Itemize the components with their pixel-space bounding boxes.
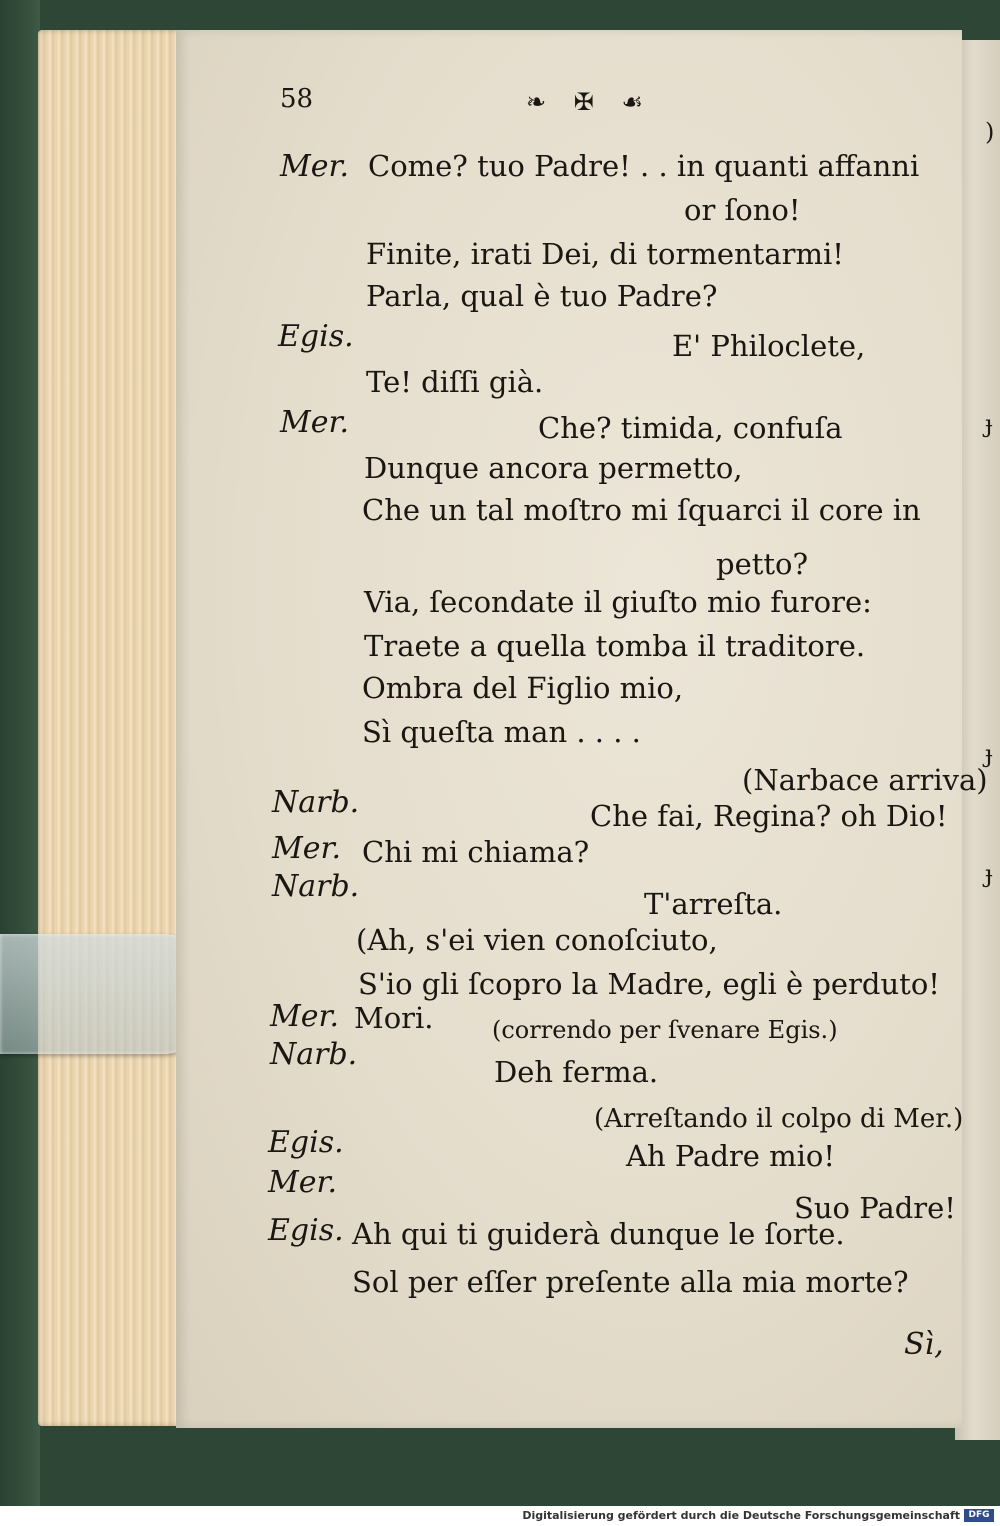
verse-line: Suo Padre! [794, 1191, 956, 1225]
book-page [176, 30, 988, 1428]
dfg-logo-icon: DFG [964, 1509, 994, 1522]
digitization-footer [0, 1506, 1000, 1526]
book-cover-edge [0, 0, 40, 1506]
stage-direction: (Arreſtando il colpo di Mer.) [594, 1104, 964, 1134]
verse-line: T'arreſta. [644, 887, 783, 921]
facing-page-mark: ɟ [985, 410, 993, 438]
speaker-label: Mer. [270, 999, 340, 1034]
verse-line: E' Philoclete, [672, 329, 866, 363]
verse-line: or ſono! [684, 193, 801, 227]
facing-page-mark: ɟ [985, 740, 993, 768]
speaker-label: Mer. [272, 831, 342, 866]
verse-line: Te! diſſi già. [366, 365, 544, 399]
verse-line: (Ah, s'ei vien conoſciuto, [356, 923, 718, 957]
verse-line: S'io gli ſcopro la Madre, egli è perduto! [358, 967, 940, 1001]
stage-direction: (Narbace arriva) [742, 763, 988, 797]
speaker-label: Egis. [268, 1125, 344, 1160]
speaker-label: Mer. [268, 1165, 338, 1200]
facing-page-mark: ɟ [985, 860, 993, 888]
verse-line: Ombra del Figlio mio, [362, 671, 684, 705]
catchword: Sì, [904, 1327, 944, 1362]
speaker-label: Narb. [272, 785, 360, 820]
verse-line: Via, ſecondate il giuſto mio furore: [364, 585, 872, 619]
verse-line: petto? [716, 547, 809, 581]
verse-line: Dunque ancora permetto, [364, 451, 743, 485]
verse-line: Come? tuo Padre! . . in quanti affanni [368, 149, 920, 183]
speaker-label: Narb. [270, 1037, 358, 1072]
facing-page-mark: ) [985, 118, 995, 146]
verse-line: Che fai, Regina? oh Dio! [590, 799, 948, 833]
verse-line: Ah Padre mio! [626, 1139, 836, 1173]
verse-line: Mori. [354, 1001, 434, 1035]
stage-direction: (correndo per ſvenare Egis.) [492, 1016, 838, 1044]
verse-line: Finite, irati Dei, di tormentarmi! [366, 237, 844, 271]
page-number: 58 [280, 84, 314, 114]
verse-line: Parla, qual è tuo Padre? [366, 279, 718, 313]
verse-line: Ah qui ti guiderà dunque le ſorte. [352, 1217, 845, 1251]
verse-line: Che? timida, confuſa [538, 411, 843, 445]
header-ornament: ❧ ✠ ☙ [526, 88, 653, 116]
verse-line: Sì queſta man . . . . [362, 715, 641, 749]
verse-line: Sol per eſſer preſente alla mia morte? [352, 1265, 909, 1299]
verse-line: Che un tal moſtro mi ſquarci il core in [362, 493, 921, 527]
speaker-label: Mer. [280, 149, 350, 184]
speaker-label: Egis. [268, 1213, 344, 1248]
verse-line: Chi mi chiama? [362, 835, 590, 869]
funding-credit: Digitalisierung gefördert durch die Deutsche Forschungsgemeinschaft [522, 1509, 960, 1522]
verse-line: Traete a quella tomba il traditore. [364, 629, 866, 663]
speaker-label: Egis. [278, 319, 354, 354]
speaker-label: Mer. [280, 405, 350, 440]
page-block-edge [38, 30, 188, 1426]
verse-line: Deh ferma. [494, 1055, 659, 1089]
speaker-label: Narb. [272, 869, 360, 904]
